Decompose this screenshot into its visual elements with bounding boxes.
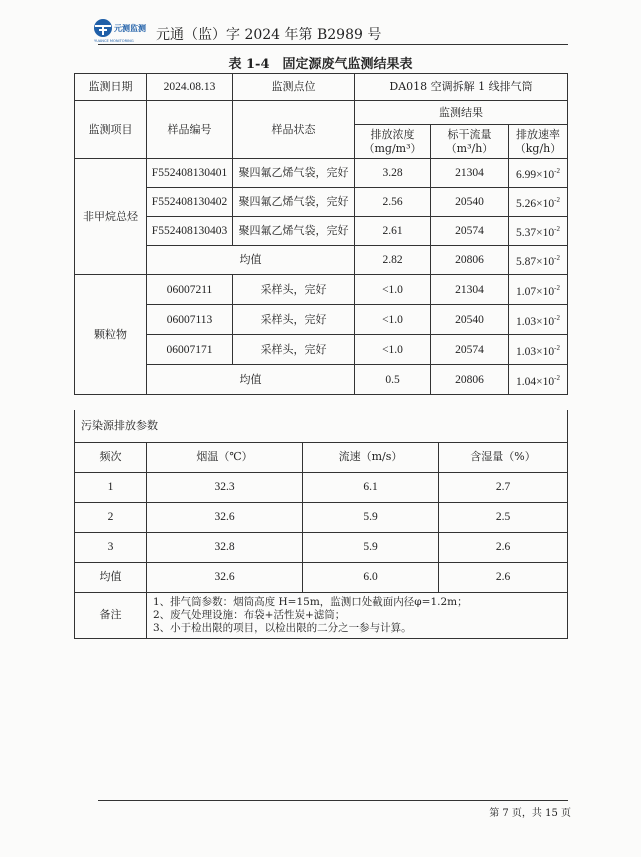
rate-value: $5.26\times 10^{-2}$ [509, 188, 568, 217]
item-name: 颗粒物 [75, 275, 147, 395]
rate-value: $1.03\times 10^{-2}$ [509, 305, 568, 335]
avg-label: 均值 [147, 246, 355, 275]
point-label: 监测点位 [233, 74, 355, 101]
date-value: 2024.08.13 [147, 74, 233, 101]
sample-no: 06007171 [147, 335, 233, 365]
conc-value: <1.0 [355, 305, 431, 335]
param-cell: 6.0 [303, 562, 439, 592]
param-cell: 32.3 [147, 472, 303, 502]
param-cell: 5.9 [303, 502, 439, 532]
rate-value: $6.99\times 10^{-2}$ [509, 159, 568, 188]
flow-value: 21304 [431, 275, 509, 305]
point-value: DA018 空调拆解 1 线排气筒 [355, 74, 568, 101]
flow-value: 21304 [431, 159, 509, 188]
note-line: 1、排气筒参数：烟筒高度 H=15m，监测口处截面内径φ=1.2m； [153, 595, 468, 608]
date-label: 监测日期 [75, 74, 147, 101]
rate-value: $1.03\times 10^{-2}$ [509, 335, 568, 365]
param-cell: 2 [75, 502, 147, 532]
conc-value: 2.61 [355, 217, 431, 246]
sample-no: 06007113 [147, 305, 233, 335]
flow-header: 标干流量 （m³/h） [431, 125, 509, 159]
logo-text: 元测监测 [114, 24, 146, 33]
param-header: 烟温（℃） [147, 442, 303, 472]
logo-subtext: YUANCE MONITORING [94, 39, 134, 43]
avg-rate: $5.87\times 10^{-2}$ [509, 246, 568, 275]
footer-divider [98, 800, 568, 801]
conc-value: <1.0 [355, 335, 431, 365]
header-divider [98, 44, 568, 45]
table-title: 表 1-4 固定源废气监测结果表 [228, 57, 413, 72]
param-cell: 2.5 [439, 502, 568, 532]
company-logo [92, 16, 152, 44]
conc-header: 排放浓度 （mg/m³） [355, 125, 431, 159]
notes-content [147, 592, 568, 638]
conc-value: 2.56 [355, 188, 431, 217]
param-cell: 2.6 [439, 532, 568, 562]
param-header: 频次 [75, 442, 147, 472]
conc-value: 3.28 [355, 159, 431, 188]
flow-value: 20540 [431, 188, 509, 217]
notes-label: 备注 [75, 592, 147, 638]
flow-value: 20574 [431, 335, 509, 365]
avg-rate: $1.04\times 10^{-2}$ [509, 365, 568, 395]
avg-label: 均值 [147, 365, 355, 395]
flow-value: 20540 [431, 305, 509, 335]
param-cell: 32.6 [147, 502, 303, 532]
avg-flow: 20806 [431, 365, 509, 395]
rate-header: 排放速率 （kg/h） [509, 125, 568, 159]
results-table [74, 73, 568, 395]
param-cell: 6.1 [303, 472, 439, 502]
rate-value: $5.37\times 10^{-2}$ [509, 217, 568, 246]
page-number: 第 7 页，共 15 页 [489, 808, 571, 819]
param-cell: 32.8 [147, 532, 303, 562]
note-line: 2、废气处理设施：布袋+活性炭+滤筒； [153, 608, 346, 621]
param-cell: 3 [75, 532, 147, 562]
sample-state: 采样头，完好 [233, 305, 355, 335]
param-cell: 2.7 [439, 472, 568, 502]
param-header: 含湿量（%） [439, 442, 568, 472]
param-cell: 均值 [75, 562, 147, 592]
item-label: 监测项目 [75, 101, 147, 159]
avg-conc: 0.5 [355, 365, 431, 395]
params-section-label: 污染源排放参数 [75, 410, 568, 442]
param-cell: 2.6 [439, 562, 568, 592]
avg-conc: 2.82 [355, 246, 431, 275]
param-cell: 1 [75, 472, 147, 502]
rate-value: $1.07\times 10^{-2}$ [509, 275, 568, 305]
sample-no: F552408130402 [147, 188, 233, 217]
note-line: 3、小于检出限的项目，以检出限的二分之一参与计算。 [153, 621, 412, 634]
param-cell: 32.6 [147, 562, 303, 592]
param-header: 流速（m/s） [303, 442, 439, 472]
sample-no: F552408130401 [147, 159, 233, 188]
sample-no: F552408130403 [147, 217, 233, 246]
report-id: 元通（监）字 2024 年第 B2989 号 [156, 27, 382, 43]
conc-value: <1.0 [355, 275, 431, 305]
item-name: 非甲烷总烃 [75, 159, 147, 275]
sample-no-label: 样品编号 [147, 101, 233, 159]
sample-state: 采样头，完好 [233, 335, 355, 365]
avg-flow: 20806 [431, 246, 509, 275]
sample-state: 采样头，完好 [233, 275, 355, 305]
sample-state: 聚四氟乙烯气袋，完好 [233, 188, 355, 217]
flow-value: 20574 [431, 217, 509, 246]
sample-state: 聚四氟乙烯气袋，完好 [233, 217, 355, 246]
sample-state: 聚四氟乙烯气袋，完好 [233, 159, 355, 188]
sample-no: 06007211 [147, 275, 233, 305]
param-cell: 5.9 [303, 532, 439, 562]
result-label: 监测结果 [355, 101, 568, 125]
sample-state-label: 样品状态 [233, 101, 355, 159]
params-table [74, 410, 568, 639]
